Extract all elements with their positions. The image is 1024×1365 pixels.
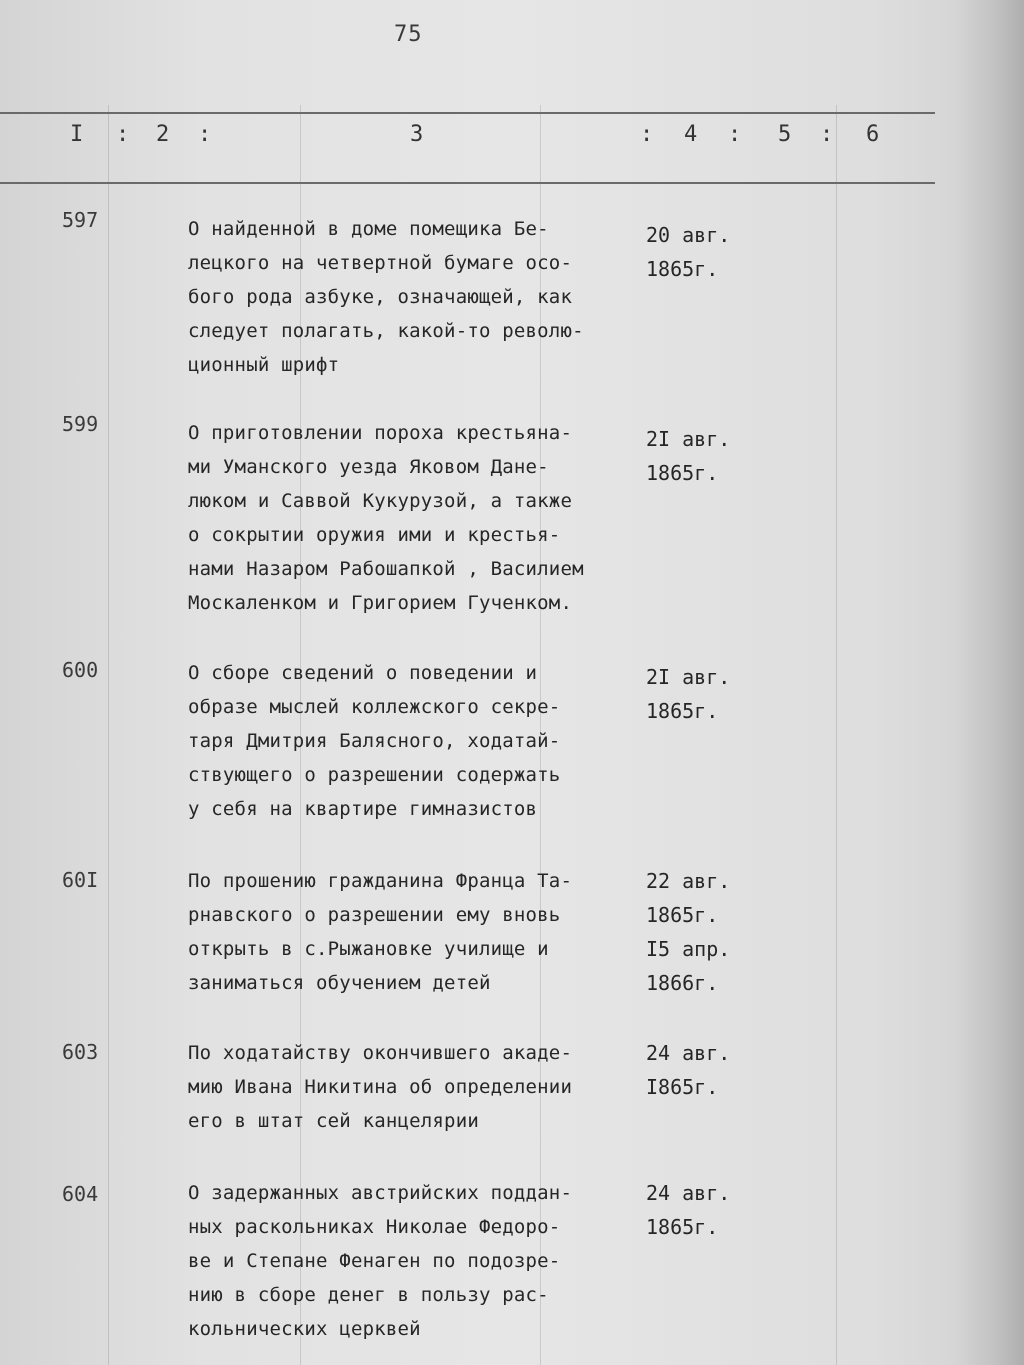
entry-description: [188, 212, 648, 382]
column-separator: :: [820, 122, 834, 147]
column-header-1: I: [70, 122, 84, 147]
entry-number: 599: [62, 412, 99, 436]
header-top-rule: [0, 112, 935, 114]
entry-dates: [646, 864, 766, 1000]
page-number: 75: [394, 22, 423, 47]
entry-line: заниматься обучением детей: [188, 972, 491, 994]
entry-dates: [646, 218, 766, 286]
entry-line: нами Назаром Рабошапкой , Василием: [188, 558, 584, 580]
column-header-4: 4: [684, 122, 698, 147]
page-edge-shadow: [954, 0, 1024, 1365]
entry-date: 1865г.: [646, 461, 719, 485]
entry-date: 1865г.: [646, 1215, 719, 1239]
entry-number: 597: [62, 208, 99, 232]
entry-date: 1865г.: [646, 699, 719, 723]
column-header-3: 3: [410, 122, 424, 147]
entry-line: ционный шрифт: [188, 354, 340, 376]
entry-date: 2I авг.: [646, 427, 731, 451]
entry-line: ве и Степане Фенаген по подозре-: [188, 1250, 561, 1272]
entry-line: ных раскольниках Николае Федоро-: [188, 1216, 561, 1238]
entry-line: открыть в с.Рыжановке училище и: [188, 938, 549, 960]
entry-line: О задержанных австрийских поддан-: [188, 1182, 573, 1204]
entry-dates: [646, 660, 766, 728]
entry-dates: [646, 422, 766, 490]
column-separator: :: [640, 122, 654, 147]
entry-line: таря Дмитрия Балясного, ходатай-: [188, 730, 561, 752]
entry-line: образе мыслей коллежского секре-: [188, 696, 561, 718]
entry-line: Москаленком и Григорием Гученком.: [188, 592, 573, 614]
entry-line: О сборе сведений о поведении и: [188, 662, 538, 684]
entry-date: 20 авг.: [646, 223, 731, 247]
entry-line: О найденной в доме помещика Бе-: [188, 218, 549, 240]
column-separator: :: [198, 122, 212, 147]
entry-description: [188, 864, 648, 1000]
entry-line: По ходатайству окончившего акаде-: [188, 1042, 573, 1064]
entry-date: 24 авг.: [646, 1181, 731, 1205]
entry-date: 1865г.: [646, 903, 719, 927]
entry-date: 1865г.: [646, 257, 719, 281]
entry-date: I865г.: [646, 1075, 719, 1099]
entry-description: [188, 656, 648, 826]
column-header-5: 5: [778, 122, 792, 147]
column-header-2: 2: [156, 122, 170, 147]
entry-dates: [646, 1036, 766, 1104]
column-header-6: 6: [866, 122, 880, 147]
entry-line: люком и Саввой Кукурузой, а также: [188, 490, 573, 512]
column-separator: :: [116, 122, 130, 147]
entry-date: 22 авг.: [646, 869, 731, 893]
entry-dates: [646, 1176, 766, 1244]
entry-line: По прошению гражданина Франца Та-: [188, 870, 573, 892]
entry-line: кольнических церквей: [188, 1318, 421, 1340]
entry-description: [188, 416, 648, 620]
entry-line: о сокрытии оружия ими и крестья-: [188, 524, 561, 546]
header-bottom-rule: [0, 182, 935, 184]
entry-line: мию Ивана Никитина об определении: [188, 1076, 573, 1098]
entry-number: 600: [62, 658, 99, 682]
entry-description: [188, 1176, 648, 1346]
column-separator: :: [728, 122, 742, 147]
entry-line: ми Уманского уезда Яковом Дане-: [188, 456, 549, 478]
entry-line: следует полагать, какой-то револю-: [188, 320, 584, 342]
entry-line: лецкого на четвертной бумаге осо-: [188, 252, 573, 274]
entry-number: 604: [62, 1182, 99, 1206]
entry-line: О приготовлении пороха крестьяна-: [188, 422, 573, 444]
entry-date: 1866г.: [646, 971, 719, 995]
entry-line: бого рода азбуке, означающей, как: [188, 286, 573, 308]
entry-line: ствующего о разрешении содержать: [188, 764, 561, 786]
entry-date: 24 авг.: [646, 1041, 731, 1065]
entry-line: у себя на квартире гимназистов: [188, 798, 538, 820]
entry-number: 603: [62, 1040, 99, 1064]
entry-line: его в штат сей канцелярии: [188, 1110, 479, 1132]
entry-line: нию в сборе денег в пользу рас-: [188, 1284, 549, 1306]
entry-number: 60I: [62, 868, 99, 892]
column-rule: [836, 105, 837, 1365]
entry-description: [188, 1036, 648, 1138]
column-rule: [108, 105, 109, 1365]
entry-line: рнавского о разрешении ему вновь: [188, 904, 561, 926]
entry-date: 2I авг.: [646, 665, 731, 689]
entry-date: I5 апр.: [646, 937, 731, 961]
